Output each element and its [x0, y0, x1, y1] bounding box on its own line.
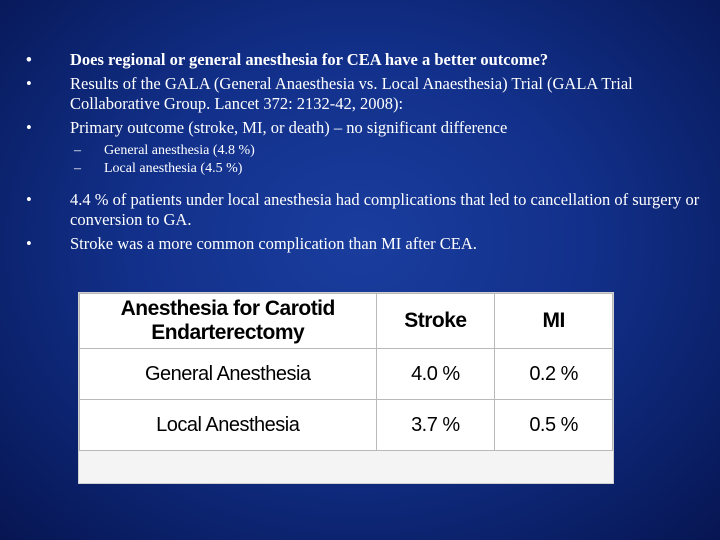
bullet-marker: • [26, 190, 32, 209]
table-header-row [80, 294, 613, 349]
table-cell: 3.7 % [376, 400, 495, 451]
sub-bullet-local [26, 160, 706, 178]
bullet-question [26, 50, 706, 70]
bullet-stroke-vs-mi [26, 234, 706, 254]
sub-bullet-list [26, 142, 706, 178]
table-row [80, 400, 613, 451]
bullet-primary-outcome [26, 118, 706, 138]
bullet-text: Stroke was a more common complication than MI after CEA. [70, 234, 477, 253]
bullet-marker: • [26, 50, 32, 69]
table-header-cell: Anesthesia for Carotid Endarterectomy [80, 294, 377, 349]
sub-bullet-marker: – [74, 143, 81, 158]
table-cell: 0.5 % [495, 400, 613, 451]
sub-bullet-text: Local anesthesia (4.5 %) [104, 161, 243, 176]
bullet-text: 4.4 % of patients under local anesthesia had complications that led to cancellation of surgery or conversion to GA. [70, 190, 700, 229]
sub-bullet-marker: – [74, 161, 81, 176]
table-cell: 4.0 % [376, 349, 495, 400]
bullet-marker: • [26, 234, 32, 253]
bullet-gala-trial [26, 74, 706, 114]
table-header-cell: Stroke [376, 294, 495, 349]
sub-bullet-text: General anesthesia (4.8 %) [104, 143, 255, 158]
table-header-cell: MI [495, 294, 613, 349]
table-cell: 0.2 % [495, 349, 613, 400]
bullet-complications [26, 190, 706, 230]
table-cell: General Anesthesia [80, 349, 377, 400]
table-cell: Local Anesthesia [80, 400, 377, 451]
bullet-text: Does regional or general anesthesia for CEA have a better outcome? [70, 50, 549, 69]
results-table [79, 293, 613, 451]
bullet-list [26, 50, 706, 258]
bullet-text: Primary outcome (stroke, MI, or death) – no significant difference [70, 118, 508, 137]
bullet-marker: • [26, 74, 32, 93]
bullet-text: Results of the GALA (General Anaesthesia vs. Local Anaesthesia) Trial (GALA Trial Collaborative Group. Lancet 372: 2132-42, 2008): [70, 74, 633, 113]
bullet-marker: • [26, 118, 32, 137]
sub-bullet-general [26, 142, 706, 160]
results-table-panel [78, 292, 614, 484]
table-row [80, 349, 613, 400]
